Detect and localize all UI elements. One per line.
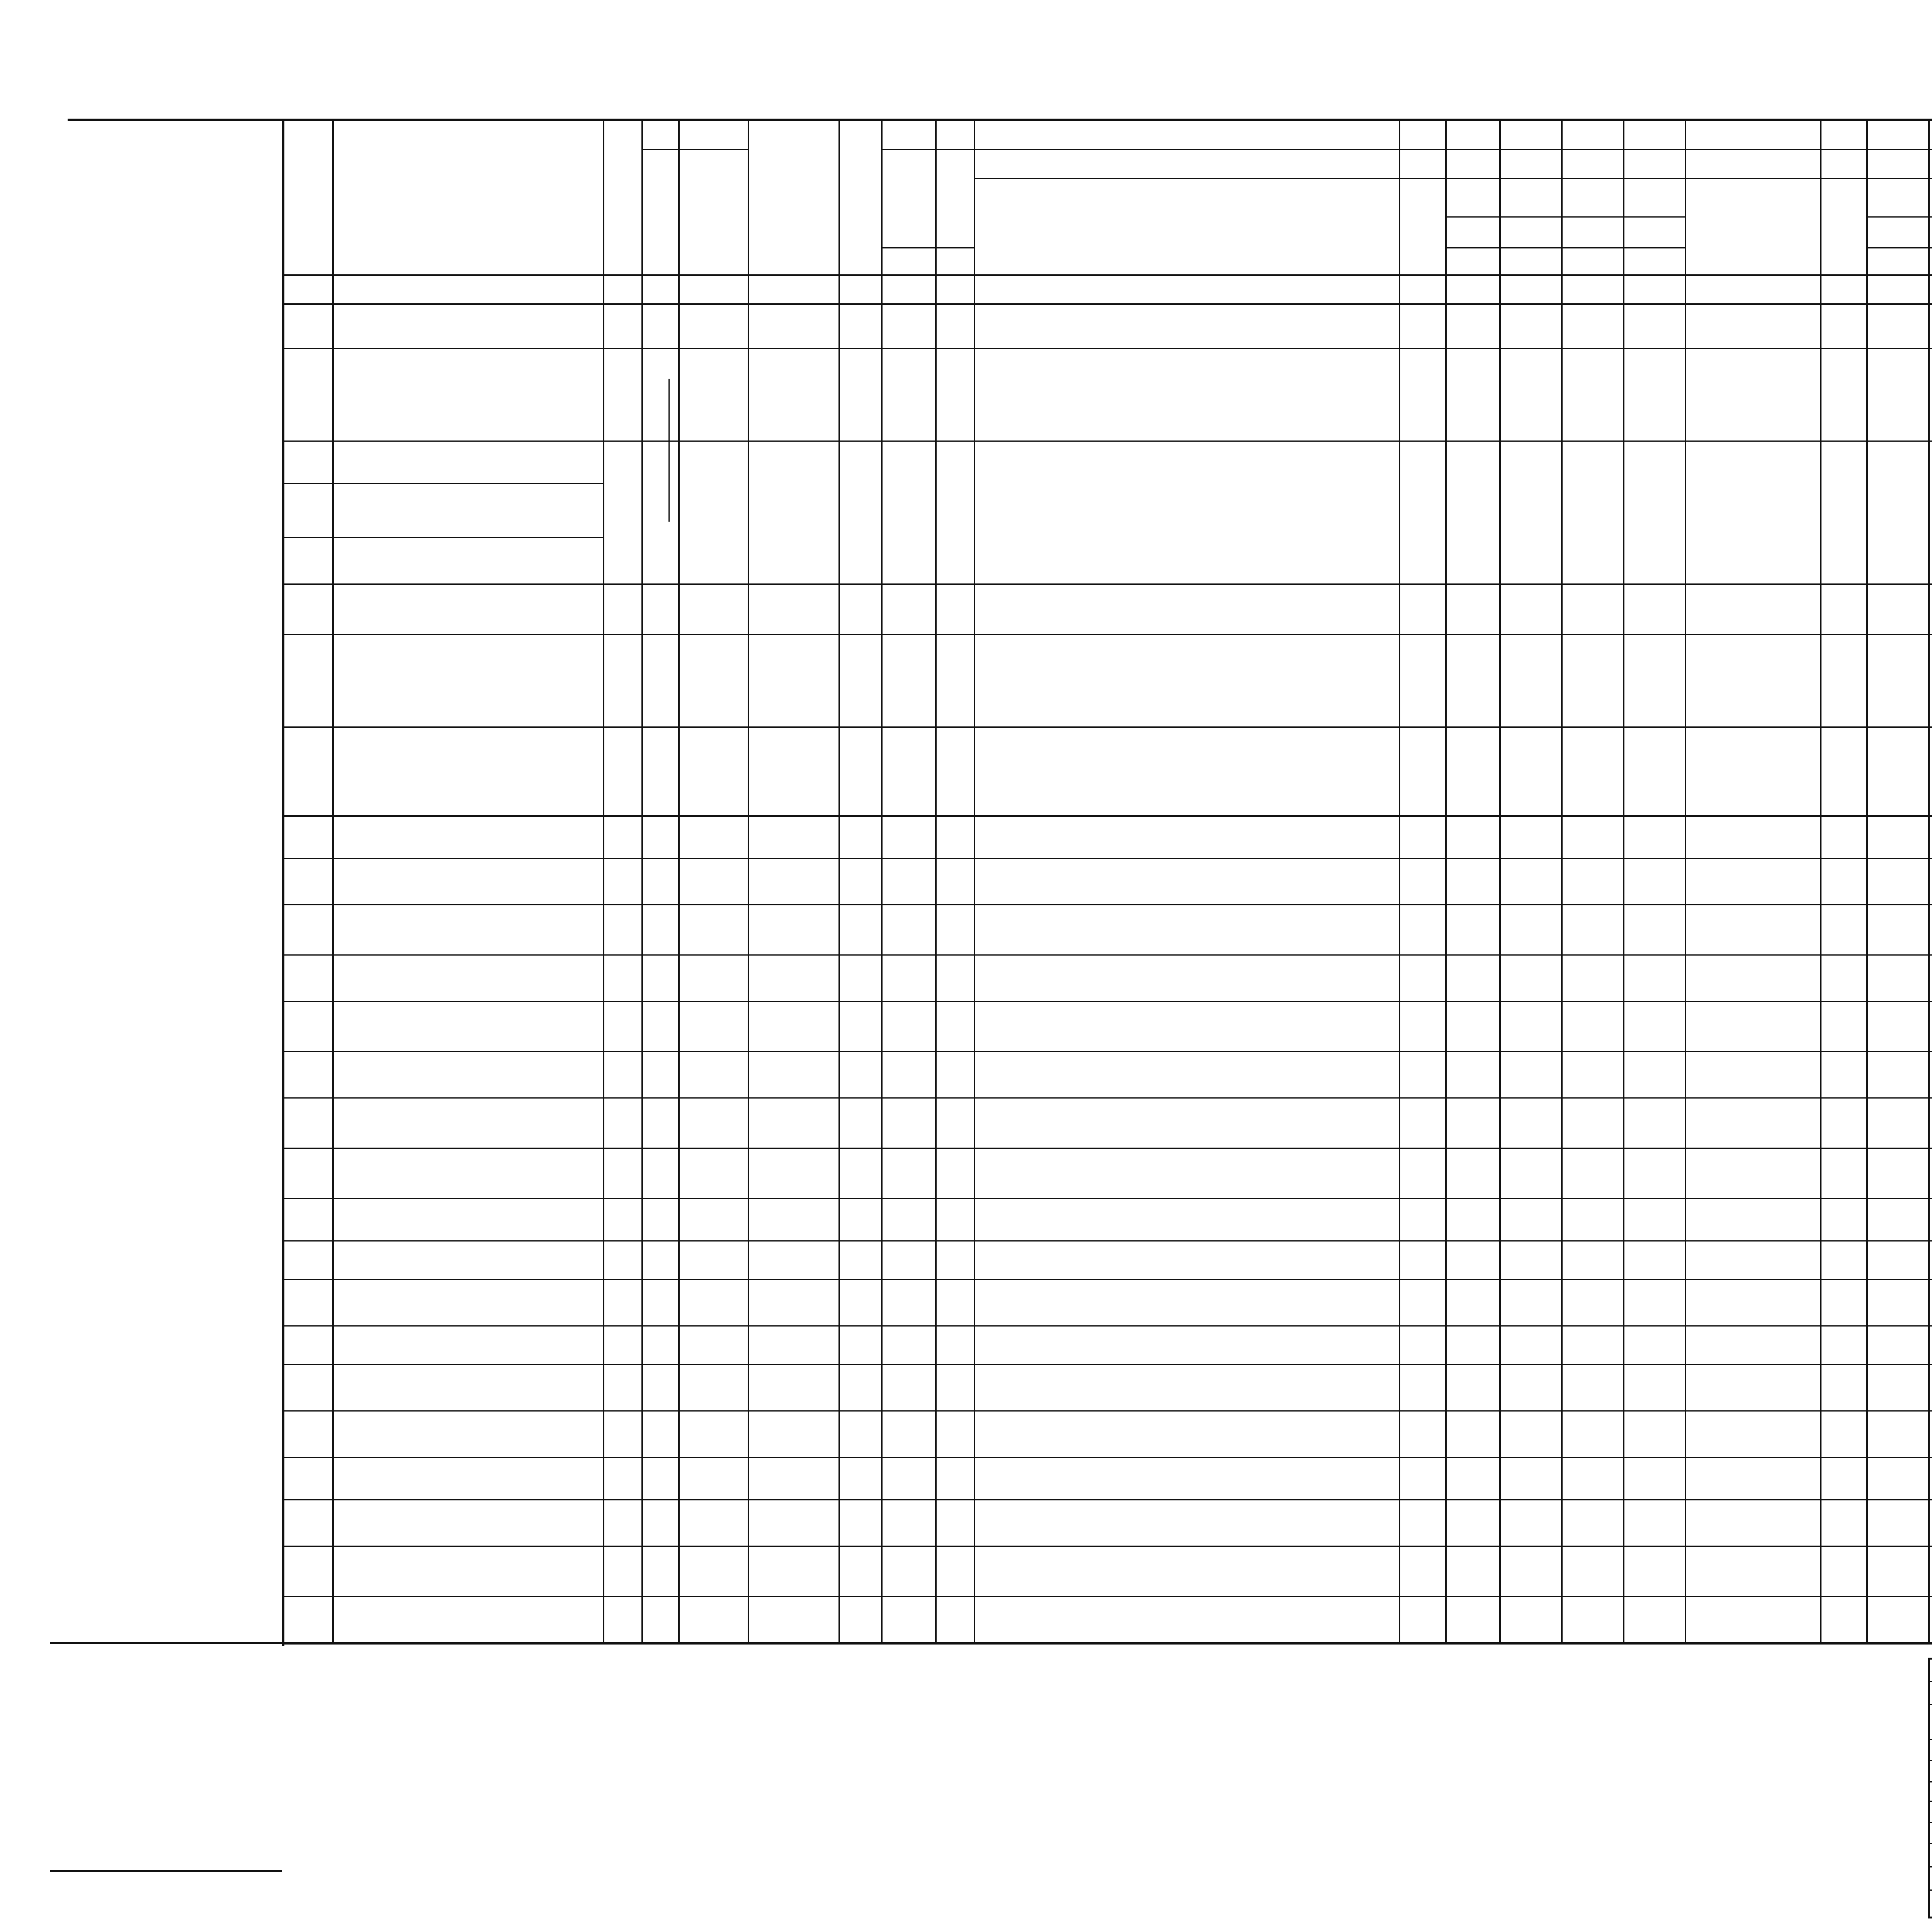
grid-line bbox=[282, 1410, 1932, 1412]
grid-line bbox=[282, 440, 1399, 442]
grid-line bbox=[50, 1870, 282, 1872]
grid-line bbox=[1928, 1801, 1932, 1802]
grid-line bbox=[838, 119, 840, 1642]
grid-line bbox=[282, 583, 1932, 585]
grid-line bbox=[282, 1240, 1932, 1242]
grid-line bbox=[282, 1001, 1932, 1002]
grid-line bbox=[282, 904, 1932, 905]
grid-line bbox=[1399, 440, 1932, 442]
grid-line bbox=[668, 379, 670, 522]
grid-line bbox=[1928, 1681, 1932, 1682]
grid-line bbox=[881, 119, 883, 1642]
grid-line bbox=[68, 119, 1932, 121]
grid-line bbox=[1445, 216, 1685, 218]
grid-line bbox=[1928, 1760, 1932, 1761]
grid-line bbox=[1685, 119, 1686, 1642]
grid-line bbox=[282, 537, 603, 538]
grid-line bbox=[1928, 1781, 1932, 1782]
grid-line bbox=[935, 119, 937, 1642]
grid-line bbox=[282, 1642, 1932, 1645]
grid-line bbox=[881, 149, 974, 150]
grid-line bbox=[282, 348, 1932, 349]
grid-line bbox=[1399, 119, 1400, 1642]
grid-line bbox=[1928, 1822, 1932, 1823]
grid-line bbox=[1623, 119, 1624, 1642]
grid-line bbox=[1866, 119, 1868, 1642]
grid-line bbox=[282, 1279, 1932, 1280]
grid-line bbox=[974, 119, 975, 1642]
grid-line bbox=[603, 119, 604, 1642]
grid-line bbox=[1445, 247, 1685, 248]
grid-line bbox=[1928, 1704, 1932, 1705]
grid-line bbox=[1499, 119, 1501, 1642]
grid-line bbox=[282, 1148, 1932, 1149]
grid-line bbox=[1561, 119, 1563, 1642]
grid-line bbox=[332, 119, 334, 1642]
grid-line bbox=[1928, 1843, 1932, 1844]
grid-line bbox=[282, 1325, 1932, 1327]
grid-line bbox=[282, 1051, 1932, 1052]
grid-line bbox=[748, 119, 749, 1642]
grid-line bbox=[1928, 1739, 1932, 1740]
grid-line bbox=[1685, 149, 1686, 274]
grid-line bbox=[282, 303, 1932, 305]
grid-line bbox=[678, 119, 680, 1642]
grid-line bbox=[974, 149, 1932, 150]
grid-line bbox=[1445, 119, 1447, 1642]
grid-line bbox=[641, 149, 748, 150]
grid-line bbox=[282, 858, 1932, 859]
grid-line bbox=[1928, 1658, 1930, 1917]
grid-line bbox=[881, 247, 974, 248]
grid-line bbox=[282, 726, 1932, 728]
grid-line bbox=[974, 178, 1932, 179]
grid-line bbox=[282, 1097, 1932, 1099]
grid-line bbox=[1866, 216, 1932, 218]
grid-line bbox=[282, 1596, 1932, 1597]
grid-line bbox=[282, 274, 1932, 276]
grid-line bbox=[282, 1457, 1932, 1458]
grid-line bbox=[1928, 1889, 1932, 1891]
grid-line bbox=[282, 1546, 1932, 1547]
grid-line bbox=[1820, 119, 1821, 1642]
grid-line bbox=[1928, 1866, 1932, 1867]
grid-line bbox=[1928, 119, 1930, 1642]
grid-line bbox=[282, 815, 1932, 817]
grid-line bbox=[282, 1364, 1932, 1365]
grid-line bbox=[50, 1642, 282, 1644]
grid-line bbox=[282, 1499, 1932, 1500]
grid-line bbox=[282, 483, 603, 484]
grid-line bbox=[282, 1198, 1932, 1199]
grid-line bbox=[282, 954, 1932, 956]
grid-line bbox=[1928, 1917, 1932, 1918]
grid-line bbox=[1866, 247, 1932, 248]
grid-line bbox=[282, 634, 1932, 635]
grid-line bbox=[641, 119, 643, 1642]
